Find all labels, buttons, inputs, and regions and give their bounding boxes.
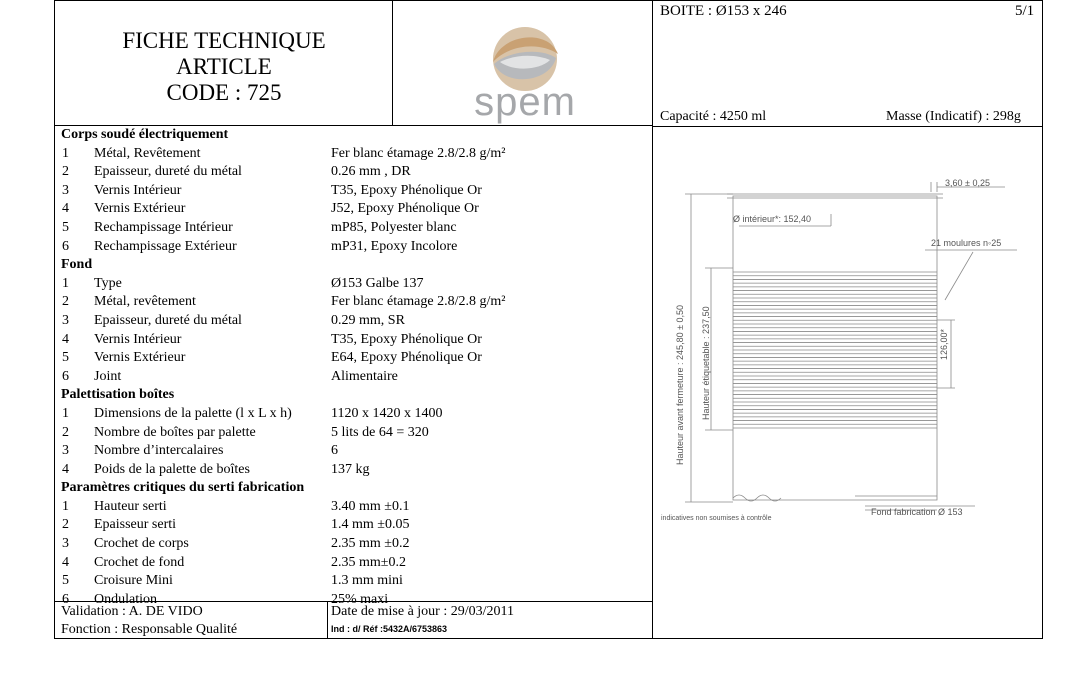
main-column-divider bbox=[652, 0, 653, 639]
table-row: 2 Epaisseur, dureté du métal 0.26 mm , DR bbox=[62, 164, 411, 180]
bead-height-label: 126,00* bbox=[939, 328, 949, 360]
document-title bbox=[56, 28, 392, 106]
page-number: 5/1 bbox=[1015, 3, 1035, 19]
masse-label: Masse (Indicatif) : 298g bbox=[886, 109, 1021, 124]
table-row: 1 Dimensions de la palette (l x L x h) 1120 x 1420 x 1400 bbox=[62, 405, 443, 421]
fond-fabrication-label: Fond fabrication Ø 153 bbox=[871, 507, 963, 517]
table-row: 1 Métal, Revêtement Fer blanc étamage 2.8/2.8 g/m² bbox=[62, 145, 506, 161]
table-row: 6 Ondulation 25% maxi bbox=[62, 591, 389, 607]
update-date-text: Date de mise à jour : 29/03/2011 bbox=[331, 604, 514, 619]
table-row: 3 Vernis Intérieur T35, Epoxy Phénolique Or bbox=[62, 182, 482, 198]
table-row: 3 Crochet de corps 2.35 mm ±0.2 bbox=[62, 536, 410, 552]
table-row: 4 Vernis Intérieur T35, Epoxy Phénolique Or bbox=[62, 331, 482, 347]
header-divider-1 bbox=[392, 0, 393, 126]
fonction-text: Fonction : Responsable Qualité bbox=[61, 622, 238, 637]
table-row: 5 Croisure Mini 1.3 mm mini bbox=[62, 573, 403, 589]
logo-wordmark: spem bbox=[474, 80, 576, 124]
table-row: 4 Vernis Extérieur J52, Epoxy Phénolique Or bbox=[62, 201, 479, 217]
can-outline bbox=[733, 196, 937, 500]
table-row: 4 Crochet de fond 2.35 mm±0.2 bbox=[62, 554, 406, 570]
table-row: 6 Rechampissage Extérieur mP31, Epoxy Incolore bbox=[62, 238, 458, 254]
right-header-rule bbox=[652, 126, 1043, 127]
table-row: 1 Type Ø153 Galbe 137 bbox=[62, 275, 424, 291]
table-row: 3 Nombre d’intercalaires 6 bbox=[62, 443, 338, 459]
section-heading-serti: Paramètres critiques du serti fabrication bbox=[61, 480, 305, 496]
title-line-1: FICHE TECHNIQUE bbox=[122, 28, 326, 53]
table-row: 2 Nombre de boîtes par palette 5 lits de 64 = 320 bbox=[62, 424, 429, 440]
seam-dimension-label: 3,60 ± 0,25 bbox=[945, 178, 990, 188]
can-technical-drawing bbox=[655, 130, 1040, 530]
title-line-3: CODE : 725 bbox=[166, 80, 282, 105]
table-row: 1 Hauteur serti 3.40 mm ±0.1 bbox=[62, 498, 410, 514]
table-row: 6 Joint Alimentaire bbox=[62, 368, 398, 384]
height-before-closing-label: Hauteur avant fermeture : 245,80 ± 0,50 bbox=[675, 304, 685, 465]
section-heading-fond: Fond bbox=[61, 257, 93, 273]
table-row: 5 Vernis Extérieur E64, Epoxy Phénolique Or bbox=[62, 350, 482, 366]
table-row: 3 Epaisseur, dureté du métal 0.29 mm, SR bbox=[62, 312, 405, 328]
validation-text: Validation : A. DE VIDO bbox=[61, 604, 203, 619]
table-row: 2 Epaisseur serti 1.4 mm ±0.05 bbox=[62, 517, 410, 533]
section-heading-corps: Corps soudé électriquement bbox=[61, 127, 229, 142]
table-row: 2 Métal, revêtement Fer blanc étamage 2.8/2.8 g/m² bbox=[62, 294, 506, 310]
spec-table bbox=[60, 126, 650, 609]
moulures-label: 21 moulures n◦25 bbox=[931, 238, 1002, 248]
capacite-label: Capacité : 4250 ml bbox=[660, 109, 767, 124]
label-height-label: Hauteur étiquetable : 237,50 bbox=[701, 306, 711, 420]
reference-text: Ind : d/ Réf :5432A/6753863 bbox=[331, 624, 448, 634]
inner-diameter-label: Ø intérieur*: 152,40 bbox=[733, 214, 812, 224]
can-beads bbox=[733, 272, 937, 428]
drawing-note: indicatives non soumises à contrôle bbox=[661, 515, 772, 522]
boite-label: BOITE : Ø153 x 246 bbox=[660, 3, 787, 19]
section-heading-palettisation: Palettisation boîtes bbox=[61, 387, 175, 403]
table-row: 4 Poids de la palette de boîtes 137 kg bbox=[62, 461, 370, 477]
title-line-2: ARTICLE bbox=[176, 54, 272, 79]
table-row: 5 Rechampissage Intérieur mP85, Polyester blanc bbox=[62, 219, 457, 235]
